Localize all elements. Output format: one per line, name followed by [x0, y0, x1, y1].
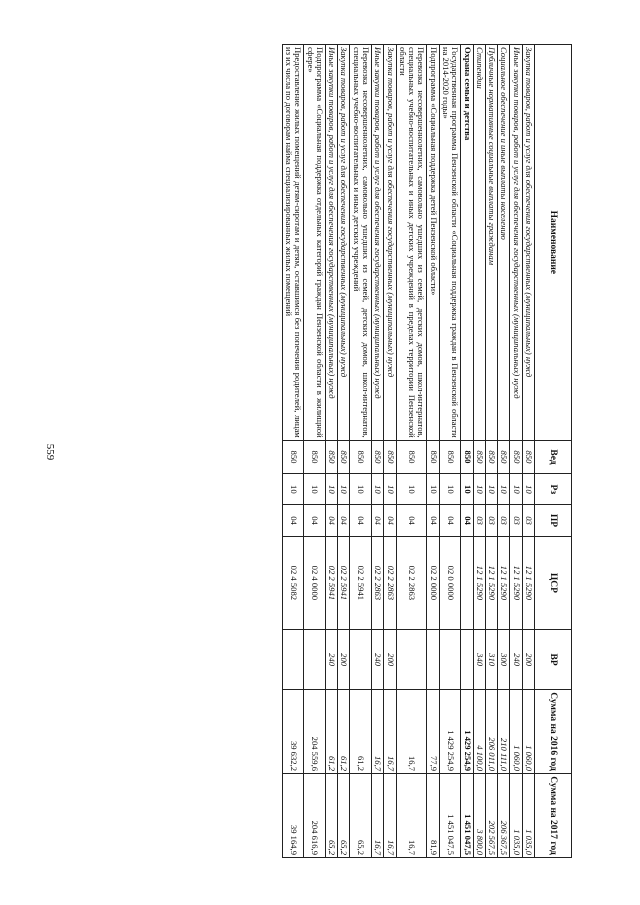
cell-csr: 12 1 5290 [498, 536, 510, 630]
cell-ved: 850 [427, 440, 439, 474]
cell-rz: 10 [473, 474, 485, 505]
header-sum-2016: Сумма на 2016 год [535, 690, 572, 774]
cell-sum-2016: 16,7 [396, 690, 427, 774]
cell-ved: 850 [325, 440, 337, 474]
cell-pr: 04 [350, 505, 372, 536]
cell-sum-2017: 39 164,9 [282, 774, 304, 858]
page-number: 559 [44, 443, 56, 461]
cell-vr: 300 [498, 630, 510, 690]
table-row [350, 45, 372, 858]
cell-sum-2017: 1 451 047,5 [461, 774, 473, 858]
cell-pr: 03 [522, 505, 534, 536]
cell-rz: 10 [304, 474, 326, 505]
cell-csr: 02 2 2863 [372, 536, 384, 630]
cell-name: Закупка товаров, работ и услуг для обеспечения государственных (муниципальных) нужд [384, 45, 396, 441]
header-sum-2017: Сумма на 2017 год [535, 774, 572, 858]
cell-vr [439, 630, 461, 690]
cell-ved: 850 [282, 440, 304, 474]
cell-pr: 04 [372, 505, 384, 536]
table-row [338, 45, 350, 858]
cell-rz: 10 [439, 474, 461, 505]
cell-sum-2017: 206 367,5 [498, 774, 510, 858]
cell-csr: 02 2 5941 [325, 536, 337, 630]
cell-vr: 200 [522, 630, 534, 690]
header-name: Наименование [535, 45, 572, 441]
cell-ved: 850 [304, 440, 326, 474]
cell-ved: 850 [372, 440, 384, 474]
cell-pr: 04 [282, 505, 304, 536]
table-row [485, 45, 497, 858]
cell-pr: 03 [485, 505, 497, 536]
cell-rz: 10 [350, 474, 372, 505]
cell-name: Охрана семьи и детства [461, 45, 473, 441]
cell-sum-2017: 16,7 [396, 774, 427, 858]
cell-ved: 850 [473, 440, 485, 474]
cell-rz: 10 [427, 474, 439, 505]
cell-sum-2017: 65,2 [338, 774, 350, 858]
table-row [282, 45, 304, 858]
cell-pr: 04 [439, 505, 461, 536]
cell-name: Закупка товаров, работ и услуг для обеспечения государственных (муниципальных) нужд [338, 45, 350, 441]
cell-pr: 04 [338, 505, 350, 536]
table-row [510, 45, 522, 858]
cell-csr: 02 0 0000 [439, 536, 461, 630]
cell-pr: 04 [461, 505, 473, 536]
cell-pr: 04 [384, 505, 396, 536]
cell-sum-2017: 1 451 047,5 [439, 774, 461, 858]
table-row [396, 45, 427, 858]
cell-name: Иные закупки товаров, работ и услуг для обеспечения государственных (муниципальных) нужд [372, 45, 384, 441]
cell-name: Государственная программа Пензенской области «Социальная поддержка граждан в Пензенской области на 2014-2020 годы» [439, 45, 461, 441]
cell-ved: 850 [350, 440, 372, 474]
cell-sum-2016: 210 111,0 [498, 690, 510, 774]
table-row [461, 45, 473, 858]
cell-sum-2017: 16,7 [384, 774, 396, 858]
cell-sum-2017: 16,7 [372, 774, 384, 858]
cell-ved: 850 [384, 440, 396, 474]
cell-vr: 240 [372, 630, 384, 690]
cell-rz: 10 [282, 474, 304, 505]
cell-rz: 10 [461, 474, 473, 505]
cell-rz: 10 [338, 474, 350, 505]
cell-name: Закупка товаров, работ и услуг для обеспечения государственных (муниципальных) нужд [522, 45, 534, 441]
cell-sum-2016: 61,2 [338, 690, 350, 774]
header-pr: ПР [535, 505, 572, 536]
cell-vr [282, 630, 304, 690]
cell-ved: 850 [498, 440, 510, 474]
cell-csr [461, 536, 473, 630]
cell-name: Иные закупки товаров, работ и услуг для обеспечения государственных (муниципальных) нужд [510, 45, 522, 441]
cell-rz: 10 [498, 474, 510, 505]
cell-pr: 04 [396, 505, 427, 536]
cell-csr: 12 1 5290 [473, 536, 485, 630]
cell-sum-2016: 204 559,6 [304, 690, 326, 774]
cell-sum-2016: 61,2 [350, 690, 372, 774]
cell-sum-2017: 81,9 [427, 774, 439, 858]
cell-ved: 850 [461, 440, 473, 474]
cell-pr: 04 [427, 505, 439, 536]
cell-name: Предоставление жилых помещений детям-сиротам и детям, оставшимся без попечения родителей, лицам из их числа по договорам найма специализированных жилых помещений [282, 45, 304, 441]
table-row [372, 45, 384, 858]
header-ved: Вед [535, 440, 572, 474]
table-row [439, 45, 461, 858]
cell-sum-2017: 1 035,0 [510, 774, 522, 858]
cell-vr [304, 630, 326, 690]
cell-name: Подпрограмма «Социальная поддержка детей Пензенской области» [427, 45, 439, 441]
cell-csr: 12 1 5290 [510, 536, 522, 630]
cell-csr: 02 2 2863 [384, 536, 396, 630]
budget-table [282, 44, 572, 858]
cell-csr: 02 2 5941 [338, 536, 350, 630]
cell-csr: 02 2 0000 [427, 536, 439, 630]
cell-vr [461, 630, 473, 690]
cell-ved: 850 [510, 440, 522, 474]
header-vr: ВР [535, 630, 572, 690]
cell-sum-2017: 1 035,0 [522, 774, 534, 858]
table-row [325, 45, 337, 858]
table-body [282, 45, 534, 858]
table-row [384, 45, 396, 858]
table-row [427, 45, 439, 858]
cell-vr [350, 630, 372, 690]
cell-name: Иные закупки товаров, работ и услуг для обеспечения государственных (муниципальных) нужд [325, 45, 337, 441]
cell-pr: 03 [498, 505, 510, 536]
cell-sum-2017: 3 800,0 [473, 774, 485, 858]
cell-sum-2016: 77,9 [427, 690, 439, 774]
cell-pr: 04 [304, 505, 326, 536]
table-row [304, 45, 326, 858]
cell-rz: 10 [384, 474, 396, 505]
cell-rz: 10 [510, 474, 522, 505]
cell-sum-2016: 39 632,2 [282, 690, 304, 774]
cell-sum-2016: 206 011,0 [485, 690, 497, 774]
cell-sum-2016: 1 429 254,9 [461, 690, 473, 774]
cell-name: Перевозка несовершеннолетних, самовольно ушедших из семей, детских домов, школ-интернатов, специальных учебно-воспитательных и иных детских учреждений в пределах территории Пензенской области [396, 45, 427, 441]
cell-ved: 850 [338, 440, 350, 474]
cell-sum-2017: 65,2 [325, 774, 337, 858]
cell-vr: 200 [384, 630, 396, 690]
cell-name: Подпрограмма «Социальная поддержка отдельных категорий граждан Пензенской области в жилищной сфере» [304, 45, 326, 441]
cell-pr: 04 [325, 505, 337, 536]
cell-sum-2016: 1 060,0 [510, 690, 522, 774]
cell-sum-2016: 1 429 254,9 [439, 690, 461, 774]
cell-sum-2016: 16,7 [384, 690, 396, 774]
cell-ved: 850 [485, 440, 497, 474]
cell-rz: 10 [522, 474, 534, 505]
cell-rz: 10 [372, 474, 384, 505]
cell-sum-2016: 4 100,0 [473, 690, 485, 774]
table-header-row [535, 45, 572, 858]
cell-sum-2016: 61,2 [325, 690, 337, 774]
cell-sum-2017: 204 616,9 [304, 774, 326, 858]
cell-csr: 02 2 2863 [396, 536, 427, 630]
cell-csr: 02 4 5082 [282, 536, 304, 630]
table-row [522, 45, 534, 858]
cell-sum-2016: 1 060,0 [522, 690, 534, 774]
header-rz: Рз [535, 474, 572, 505]
cell-csr: 12 1 5290 [522, 536, 534, 630]
cell-pr: 03 [510, 505, 522, 536]
table-row [498, 45, 510, 858]
cell-rz: 10 [325, 474, 337, 505]
cell-pr: 03 [473, 505, 485, 536]
cell-name: Перевозка несовершеннолетних, самовольно ушедших из семей, детских домов, школ-интернатов, специальных учебно-воспитательных и иных детских учреждений [350, 45, 372, 441]
table-row [473, 45, 485, 858]
cell-vr: 310 [485, 630, 497, 690]
cell-vr [427, 630, 439, 690]
rotated-table-container [96, 44, 572, 858]
cell-ved: 850 [522, 440, 534, 474]
cell-csr: 02 4 0000 [304, 536, 326, 630]
cell-vr: 340 [473, 630, 485, 690]
cell-csr: 12 1 5290 [485, 536, 497, 630]
cell-name: Стипендии [473, 45, 485, 441]
cell-vr: 240 [325, 630, 337, 690]
cell-name: Социальное обеспечение и иные выплаты населению [498, 45, 510, 441]
cell-rz: 10 [485, 474, 497, 505]
cell-rz: 10 [396, 474, 427, 505]
cell-vr: 200 [338, 630, 350, 690]
cell-ved: 850 [439, 440, 461, 474]
cell-sum-2017: 202 567,5 [485, 774, 497, 858]
cell-sum-2016: 16,7 [372, 690, 384, 774]
cell-csr: 02 2 5941 [350, 536, 372, 630]
cell-name: Публичные нормативные социальные выплаты гражданам [485, 45, 497, 441]
cell-vr: 240 [510, 630, 522, 690]
cell-ved: 850 [396, 440, 427, 474]
header-csr: ЦСР [535, 536, 572, 630]
cell-vr [396, 630, 427, 690]
cell-sum-2017: 65,2 [350, 774, 372, 858]
